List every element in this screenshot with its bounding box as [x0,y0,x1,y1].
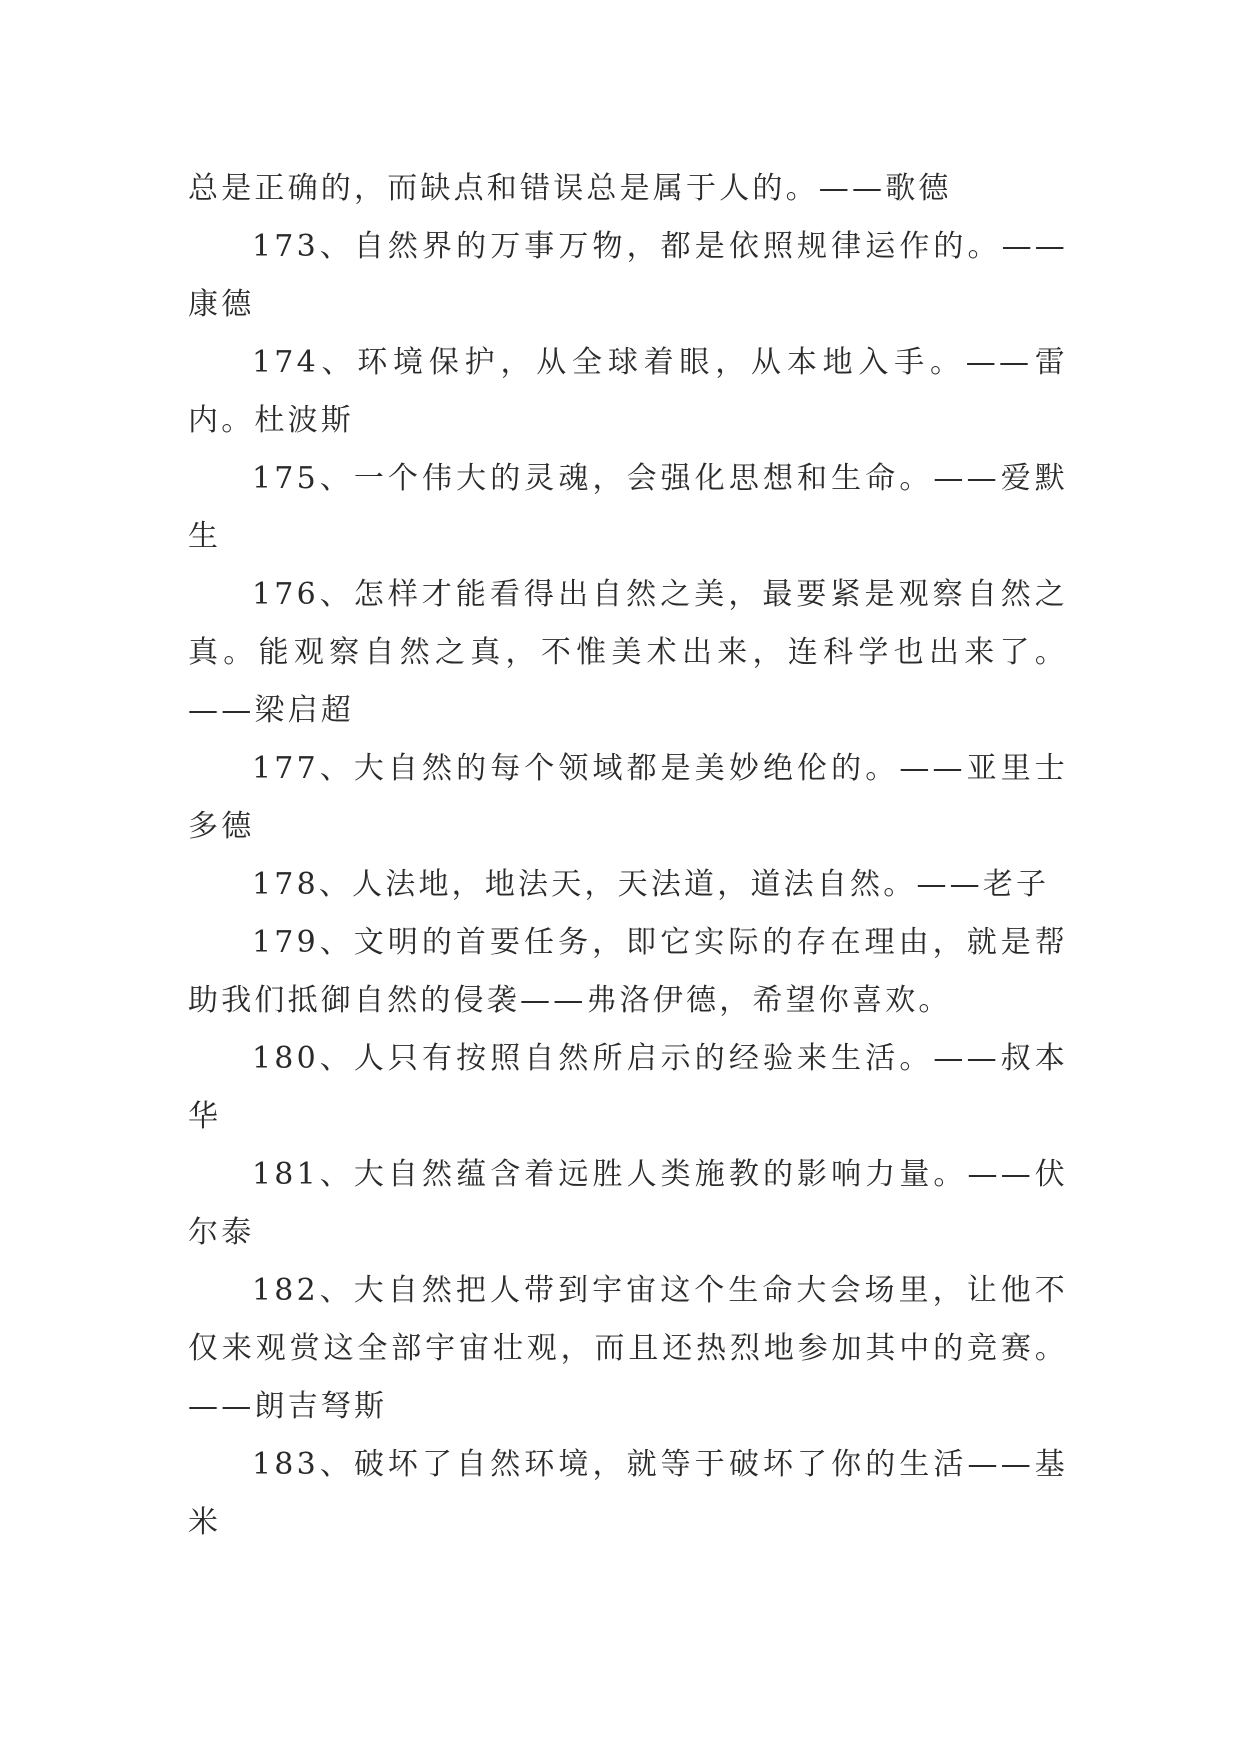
paragraph-text: 183、破坏了自然环境，就等于破坏了你的生活——基米 [188,1447,1068,1540]
quote-paragraph-179 [188,914,1068,1030]
paragraph-text: 176、怎样才能看得出自然之美，最要紧是观察自然之真。能观察自然之真，不惟美术出来，连科学也出来了。——梁启超 [188,577,1068,728]
paragraph-text: 182、大自然把人带到宇宙这个生命大会场里，让他不仅来观赏这全部宇宙壮观，而且还热烈地参加其中的竞赛。——朗吉弩斯 [188,1273,1068,1424]
quote-paragraph-181 [188,1146,1068,1262]
quote-paragraph-176 [188,566,1068,740]
paragraph-continuation [188,160,1068,218]
paragraph-text: 175、一个伟大的灵魂，会强化思想和生命。——爱默生 [188,461,1068,554]
quote-paragraph-178 [188,856,1068,914]
paragraph-text: 180、人只有按照自然所启示的经验来生活。——叔本华 [188,1041,1068,1134]
quote-paragraph-177 [188,740,1068,856]
paragraph-text: 181、大自然蕴含着远胜人类施教的影响力量。——伏尔泰 [188,1157,1068,1250]
paragraph-text: 178、人法地，地法天，天法道，道法自然。——老子 [252,867,1050,902]
paragraph-text: 177、大自然的每个领域都是美妙绝伦的。——亚里士多德 [188,751,1068,844]
quote-paragraph-175 [188,450,1068,566]
paragraph-text: 174、环境保护，从全球着眼，从本地入手。——雷内。杜波斯 [188,345,1068,438]
paragraph-text: 179、文明的首要任务，即它实际的存在理由，就是帮助我们抵御自然的侵袭——弗洛伊德，希望你喜欢。 [188,925,1068,1018]
document-body [188,160,1068,1552]
quote-paragraph-180 [188,1030,1068,1146]
quote-paragraph-182 [188,1262,1068,1436]
quote-paragraph-174 [188,334,1068,450]
quote-paragraph-173 [188,218,1068,334]
paragraph-text: 总是正确的，而缺点和错误总是属于人的。——歌德 [188,171,952,206]
quote-paragraph-183 [188,1436,1068,1552]
paragraph-text: 173、自然界的万事万物，都是依照规律运作的。——康德 [188,229,1068,322]
